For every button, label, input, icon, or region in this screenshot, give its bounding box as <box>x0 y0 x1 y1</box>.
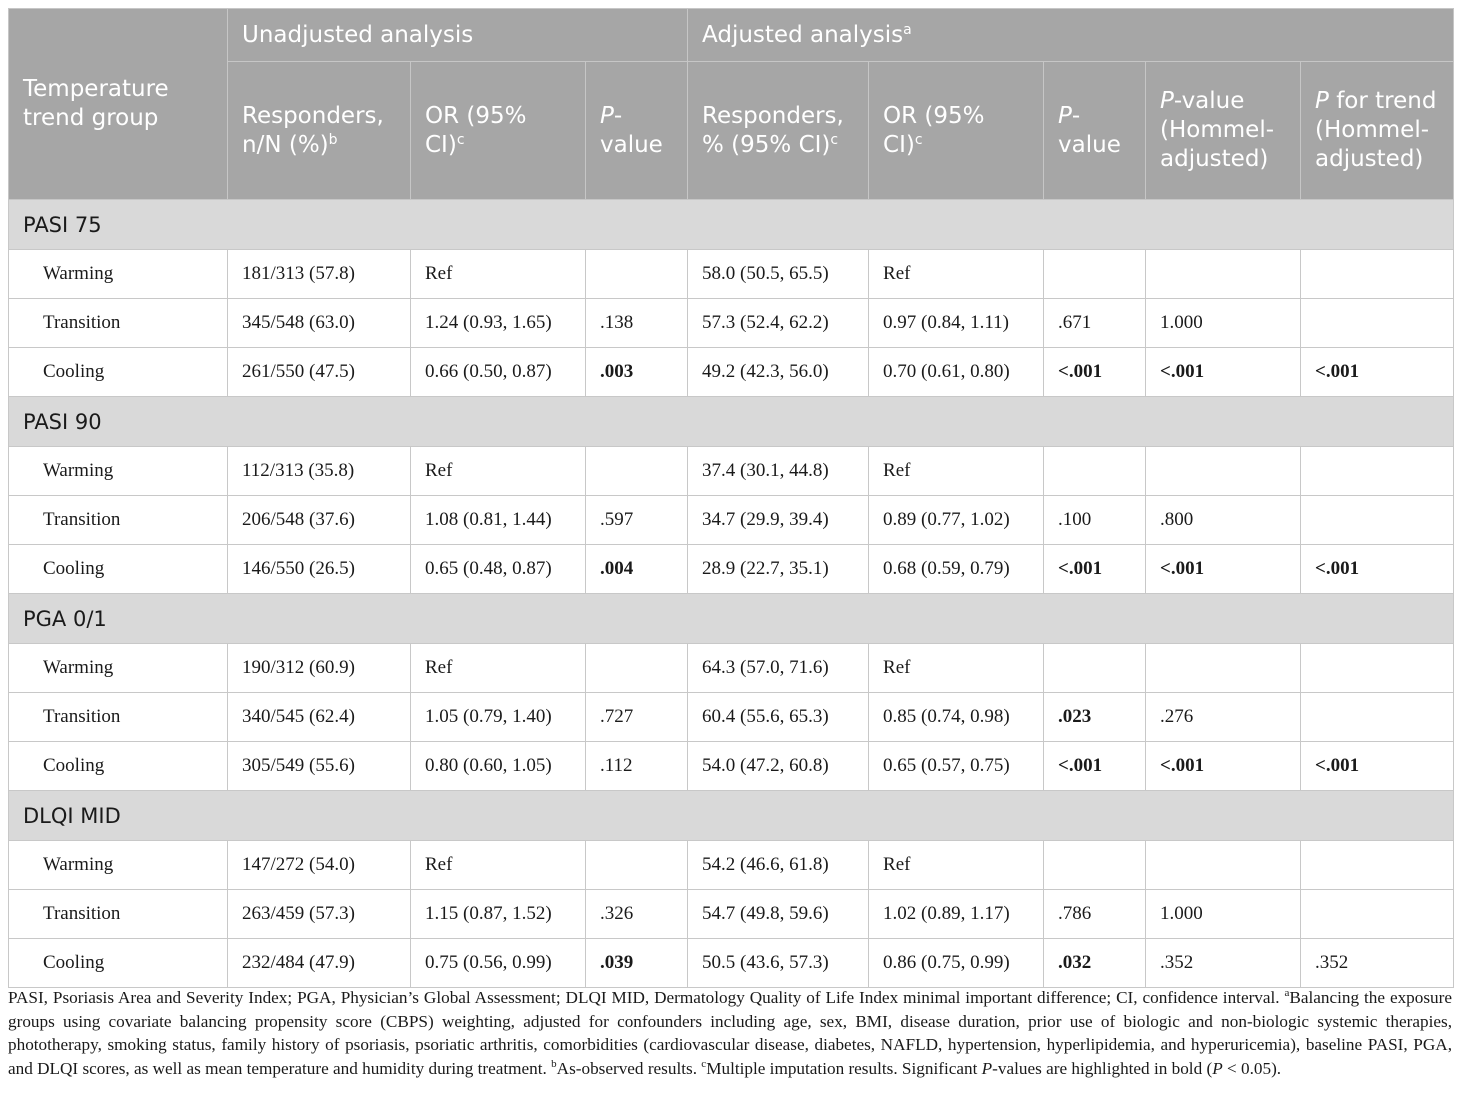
cell-u-responders: 263/459 (57.3) <box>228 890 411 939</box>
table-row <box>9 841 1454 890</box>
header-u-p: P-value <box>586 62 688 200</box>
cell-u-or: 1.15 (0.87, 1.52) <box>411 890 586 939</box>
cell-group-name: Transition <box>9 299 228 348</box>
cell-a-responders: 34.7 (29.9, 39.4) <box>688 496 869 545</box>
cell-a-hommel <box>1146 644 1301 693</box>
cell-a-p <box>1044 841 1146 890</box>
cell-u-p: .039 <box>586 939 688 988</box>
cell-group-name: Warming <box>9 841 228 890</box>
header-u-responders: Responders, n/N (%)$^b$ <box>228 62 411 200</box>
table-row <box>9 644 1454 693</box>
cell-u-or: Ref <box>411 250 586 299</box>
cell-a-hommel: .800 <box>1146 496 1301 545</box>
cell-u-p <box>586 841 688 890</box>
cell-a-trend <box>1301 250 1454 299</box>
cell-u-p: .727 <box>586 693 688 742</box>
cell-a-responders: 37.4 (30.1, 44.8) <box>688 447 869 496</box>
cell-u-responders: 340/545 (62.4) <box>228 693 411 742</box>
table-row <box>9 447 1454 496</box>
cell-a-hommel: 1.000 <box>1146 299 1301 348</box>
cell-a-or: 0.70 (0.61, 0.80) <box>869 348 1044 397</box>
cell-a-responders: 49.2 (42.3, 56.0) <box>688 348 869 397</box>
table-body <box>9 200 1454 988</box>
table-row <box>9 890 1454 939</box>
cell-a-or: Ref <box>869 447 1044 496</box>
cell-u-p: .326 <box>586 890 688 939</box>
cell-u-p: .112 <box>586 742 688 791</box>
cell-a-responders: 54.7 (49.8, 59.6) <box>688 890 869 939</box>
cell-a-or: Ref <box>869 841 1044 890</box>
cell-u-p: .003 <box>586 348 688 397</box>
cell-a-responders: 28.9 (22.7, 35.1) <box>688 545 869 594</box>
cell-group-name: Cooling <box>9 742 228 791</box>
cell-a-trend <box>1301 693 1454 742</box>
cell-u-responders: 146/550 (26.5) <box>228 545 411 594</box>
cell-u-p: .597 <box>586 496 688 545</box>
cell-a-or: 0.68 (0.59, 0.79) <box>869 545 1044 594</box>
group-label: PASI 90 <box>9 397 1454 447</box>
table-row <box>9 299 1454 348</box>
cell-a-or: 0.65 (0.57, 0.75) <box>869 742 1044 791</box>
cell-a-p <box>1044 250 1146 299</box>
header-adjusted: Adjusted analysis$^a$ <box>688 9 1454 62</box>
cell-a-trend: .352 <box>1301 939 1454 988</box>
table-row <box>9 742 1454 791</box>
group-header-row <box>9 594 1454 644</box>
cell-a-responders: 64.3 (57.0, 71.6) <box>688 644 869 693</box>
cell-a-p: .100 <box>1044 496 1146 545</box>
cell-a-p: <.001 <box>1044 545 1146 594</box>
cell-u-responders: 232/484 (47.9) <box>228 939 411 988</box>
table-row <box>9 250 1454 299</box>
cell-a-trend <box>1301 299 1454 348</box>
cell-a-trend <box>1301 890 1454 939</box>
cell-u-responders: 181/313 (57.8) <box>228 250 411 299</box>
cell-group-name: Cooling <box>9 348 228 397</box>
cell-u-p: .138 <box>586 299 688 348</box>
cell-u-p <box>586 644 688 693</box>
header-a-or: OR (95% CI)$^c$ <box>869 62 1044 200</box>
cell-group-name: Transition <box>9 496 228 545</box>
table-row <box>9 348 1454 397</box>
group-label: PASI 75 <box>9 200 1454 250</box>
cell-a-or: Ref <box>869 644 1044 693</box>
group-header-row <box>9 791 1454 841</box>
cell-a-p: .786 <box>1044 890 1146 939</box>
cell-a-or: 0.86 (0.75, 0.99) <box>869 939 1044 988</box>
cell-a-responders: 54.2 (46.6, 61.8) <box>688 841 869 890</box>
header-u-or: OR (95% CI)$^c$ <box>411 62 586 200</box>
table-footnote: PASI, Psoriasis Area and Severity Index; PGA, Physician’s Global Assessment; DLQI MID, Dermatology Quality of Life Index minimal important difference; CI, confidence interval. $^a$Balancing the exposure groups using covariate balancing propensity score (CBPS) weighting, adjusted for confounders including age, sex, BMI, disease duration, prior use of biologic and non-biologic systemic therapies, phototherapy, smoking status, family history of psoriasis, psoriatic arthritis, comorbidities (cardiovascular disease, diabetes, NAFLD, hypertension, hyperlipidemia, and hyperuricemia), baseline PASI, PGA, and DLQI scores, as well as mean temperature and humidity during treatment. $^b$As-observed results. $^c$Multiple imputation results. Significant P-values are highlighted in bold (P < 0.05). <box>8 987 1452 1078</box>
cell-a-trend <box>1301 841 1454 890</box>
cell-a-trend: <.001 <box>1301 742 1454 791</box>
cell-group-name: Warming <box>9 250 228 299</box>
cell-a-hommel: <.001 <box>1146 742 1301 791</box>
cell-u-responders: 305/549 (55.6) <box>228 742 411 791</box>
cell-a-responders: 57.3 (52.4, 62.2) <box>688 299 869 348</box>
cell-u-or: Ref <box>411 841 586 890</box>
group-header-row <box>9 397 1454 447</box>
cell-a-hommel: 1.000 <box>1146 890 1301 939</box>
header-a-responders: Responders, % (95% CI)$^c$ <box>688 62 869 200</box>
cell-a-responders: 58.0 (50.5, 65.5) <box>688 250 869 299</box>
cell-u-or: 1.08 (0.81, 1.44) <box>411 496 586 545</box>
group-label: DLQI MID <box>9 791 1454 841</box>
results-table-container <box>8 8 1453 988</box>
results-table <box>8 8 1454 988</box>
group-label: PGA 0/1 <box>9 594 1454 644</box>
cell-a-hommel <box>1146 447 1301 496</box>
cell-a-trend: <.001 <box>1301 348 1454 397</box>
cell-a-hommel: .276 <box>1146 693 1301 742</box>
cell-group-name: Cooling <box>9 545 228 594</box>
cell-a-or: 0.97 (0.84, 1.11) <box>869 299 1044 348</box>
cell-a-p <box>1044 447 1146 496</box>
cell-u-or: 0.66 (0.50, 0.87) <box>411 348 586 397</box>
header-a-p: P-value <box>1044 62 1146 200</box>
table-row <box>9 693 1454 742</box>
header-a-trend: P for trend (Hommel-adjusted) <box>1301 62 1454 200</box>
cell-a-p: .032 <box>1044 939 1146 988</box>
table-row <box>9 545 1454 594</box>
cell-u-responders: 112/313 (35.8) <box>228 447 411 496</box>
cell-group-name: Transition <box>9 890 228 939</box>
cell-a-p <box>1044 644 1146 693</box>
cell-a-hommel <box>1146 250 1301 299</box>
cell-a-p: <.001 <box>1044 348 1146 397</box>
table-row <box>9 496 1454 545</box>
cell-u-responders: 206/548 (37.6) <box>228 496 411 545</box>
cell-u-or: Ref <box>411 447 586 496</box>
cell-u-responders: 190/312 (60.9) <box>228 644 411 693</box>
cell-a-responders: 50.5 (43.6, 57.3) <box>688 939 869 988</box>
cell-u-or: 0.75 (0.56, 0.99) <box>411 939 586 988</box>
table-row <box>9 939 1454 988</box>
cell-u-or: 0.80 (0.60, 1.05) <box>411 742 586 791</box>
cell-a-trend <box>1301 644 1454 693</box>
cell-a-or: 0.85 (0.74, 0.98) <box>869 693 1044 742</box>
cell-a-hommel: .352 <box>1146 939 1301 988</box>
cell-a-trend <box>1301 447 1454 496</box>
cell-u-or: 1.05 (0.79, 1.40) <box>411 693 586 742</box>
group-header-row <box>9 200 1454 250</box>
cell-a-or: 0.89 (0.77, 1.02) <box>869 496 1044 545</box>
cell-a-or: Ref <box>869 250 1044 299</box>
cell-u-p <box>586 250 688 299</box>
cell-group-name: Transition <box>9 693 228 742</box>
header-group-column: Temperature trend group <box>9 9 228 200</box>
cell-a-p: .671 <box>1044 299 1146 348</box>
header-unadjusted: Unadjusted analysis <box>228 9 688 62</box>
header-a-hommel: P-value (Hommel-adjusted) <box>1146 62 1301 200</box>
cell-a-trend: <.001 <box>1301 545 1454 594</box>
cell-a-hommel <box>1146 841 1301 890</box>
cell-a-hommel: <.001 <box>1146 545 1301 594</box>
cell-u-p <box>586 447 688 496</box>
cell-u-responders: 147/272 (54.0) <box>228 841 411 890</box>
cell-u-responders: 345/548 (63.0) <box>228 299 411 348</box>
cell-group-name: Warming <box>9 644 228 693</box>
cell-a-responders: 60.4 (55.6, 65.3) <box>688 693 869 742</box>
cell-a-trend <box>1301 496 1454 545</box>
cell-u-responders: 261/550 (47.5) <box>228 348 411 397</box>
cell-u-or: 1.24 (0.93, 1.65) <box>411 299 586 348</box>
cell-a-hommel: <.001 <box>1146 348 1301 397</box>
cell-u-p: .004 <box>586 545 688 594</box>
cell-u-or: Ref <box>411 644 586 693</box>
cell-u-or: 0.65 (0.48, 0.87) <box>411 545 586 594</box>
cell-a-responders: 54.0 (47.2, 60.8) <box>688 742 869 791</box>
cell-a-or: 1.02 (0.89, 1.17) <box>869 890 1044 939</box>
cell-a-p: .023 <box>1044 693 1146 742</box>
cell-a-p: <.001 <box>1044 742 1146 791</box>
cell-group-name: Warming <box>9 447 228 496</box>
cell-group-name: Cooling <box>9 939 228 988</box>
